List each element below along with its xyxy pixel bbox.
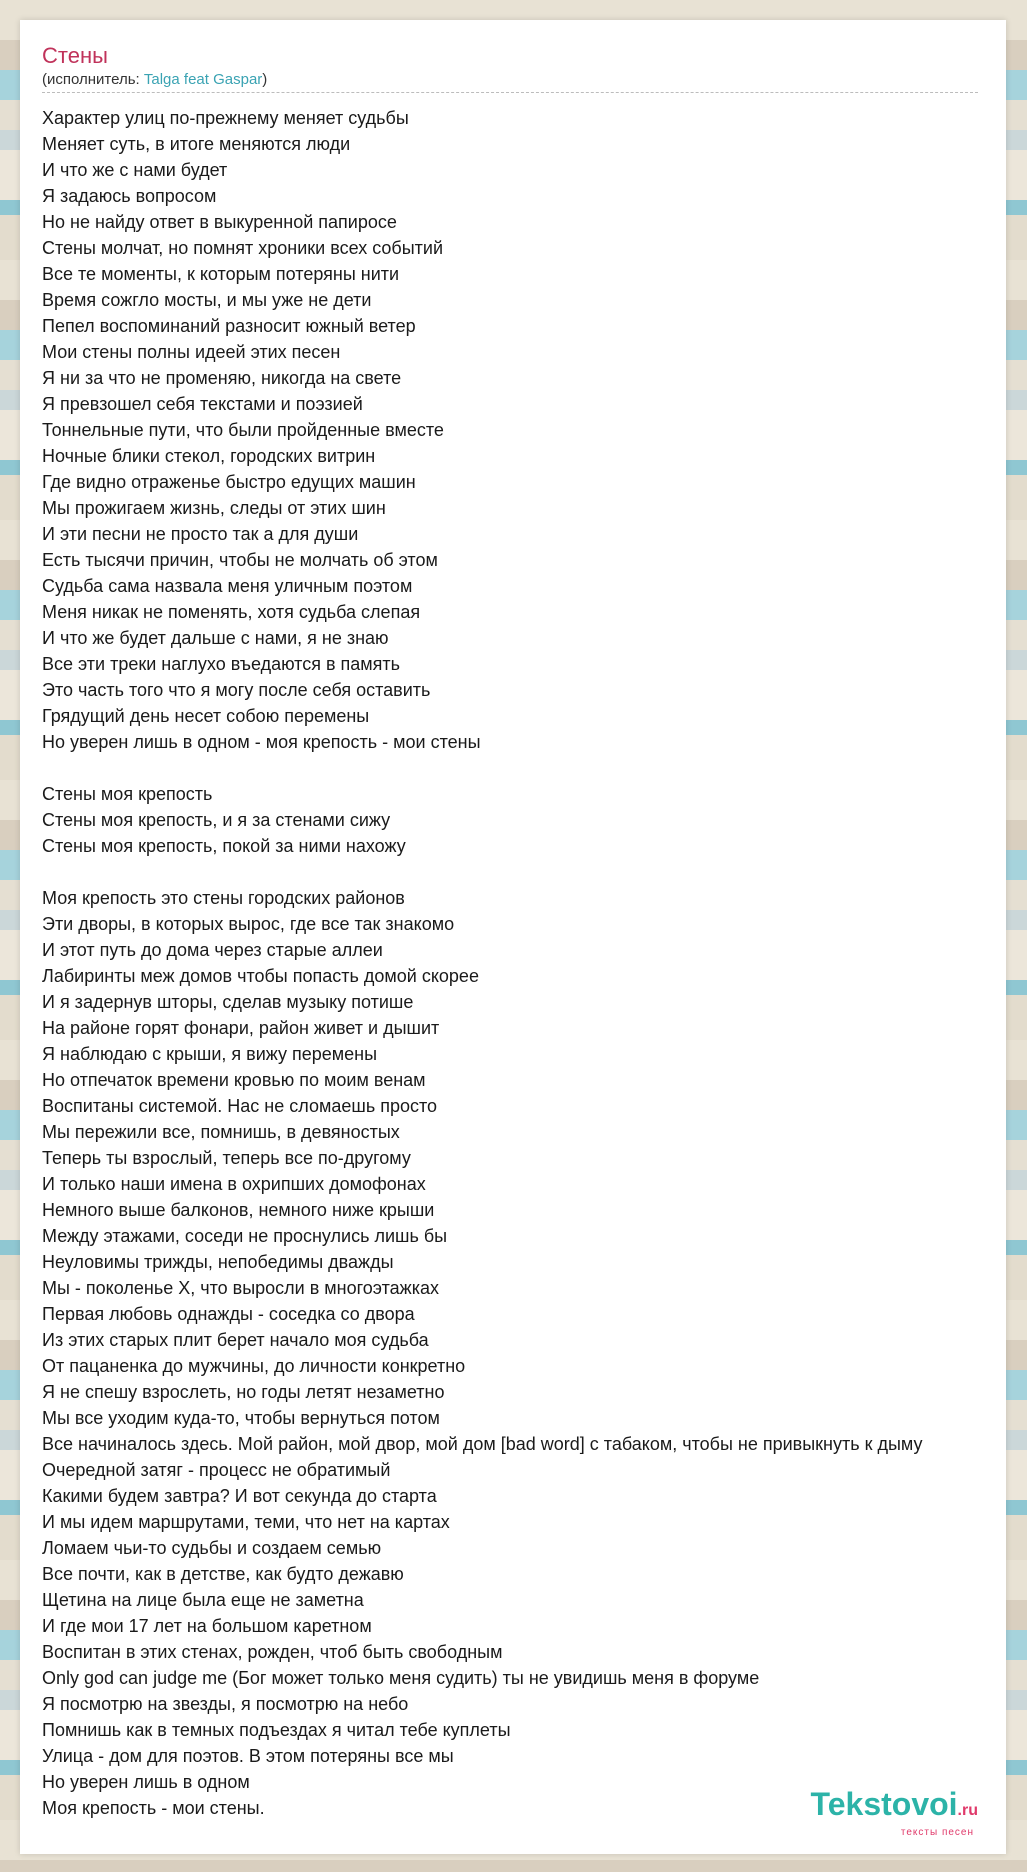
lyric-line: Стены молчат, но помнят хроники всех событий [42,238,444,258]
lyric-line: Все эти треки наглухо въедаются в память [42,654,401,674]
lyric-line: Стены моя крепость, и я за стенами сижу [42,810,391,830]
lyric-line: Все те моменты, к которым потеряны нити [42,264,400,284]
lyric-line: Меняет суть, в итоге меняются люди [42,134,351,154]
lyric-line: Какими будем завтра? И вот секунда до старта [42,1486,437,1506]
lyric-line: Все начиналось здесь. Мой район, мой двор, мой дом [bad word] с табаком, чтобы не привыкнуть к дыму [42,1434,923,1454]
lyric-line: Время сожгло мосты, и мы уже не дети [42,290,372,310]
lyric-line: Моя крепость это стены городских районов [42,888,405,908]
lyric-line: Судьба сама назвала меня уличным поэтом [42,576,413,596]
lyric-line: Ломаем чьи-то судьбы и создаем семью [42,1538,382,1558]
lyric-line: Немного выше балконов, немного ниже крыши [42,1200,435,1220]
lyric-line: И я задернув шторы, сделав музыку потише [42,992,414,1012]
lyric-line: Очередной затяг - процесс не обратимый [42,1460,391,1480]
lyric-line: Но отпечаток времени кровью по моим венам [42,1070,426,1090]
lyric-line: Я задаюсь вопросом [42,186,217,206]
lyrics-text [42,105,984,1821]
lyric-line: Стены моя крепость, покой за ними нахожу [42,836,406,856]
logo-name: Tekstovoi [810,1786,958,1822]
lyric-line: Лабиринты меж домов чтобы попасть домой скорее [42,966,479,986]
lyric-line: Щетина на лице была еще не заметна [42,1590,364,1610]
lyric-line: Теперь ты взрослый, теперь все по-другому [42,1148,411,1168]
lyric-line: И где мои 17 лет на большом каретном [42,1616,372,1636]
song-title: Стены [42,43,108,68]
lyric-line: Мы пережили все, помнишь, в девяностых [42,1122,400,1142]
lyric-line: Это часть того что я могу после себя оставить [42,680,431,700]
lyric-line: Характер улиц по-прежнему меняет судьбы [42,108,409,128]
lyric-line: Из этих старых плит берет начало моя судьба [42,1330,429,1350]
lyrics-page [20,20,1006,1854]
lyric-line: Мы все уходим куда-то, чтобы вернуться потом [42,1408,440,1428]
lyric-line: Воспитаны системой. Нас не сломаешь просто [42,1096,438,1116]
artist-link[interactable]: Talga feat Gaspar [143,71,263,88]
lyric-line: Мои стены полны идеей этих песен [42,342,341,362]
lyric-line: Грядущий день несет собою перемены [42,706,370,726]
lyric-line: Все почти, как в детстве, как будто дежавю [42,1564,404,1584]
stanza-gap [42,859,984,885]
lyric-line: И что же будет дальше с нами, я не знаю [42,628,389,648]
lyric-line: Я посмотрю на звезды, я посмотрю на небо [42,1694,409,1714]
lyric-line: От пацаненка до мужчины, до личности конкретно [42,1356,466,1376]
lyric-line: Улица - дом для поэтов. В этом потеряны все мы [42,1746,454,1766]
lyric-line: Воспитан в этих стенах, рожден, чтоб быть свободным [42,1642,503,1662]
lyric-line: Мы - поколенье Х, что выросли в многоэтажках [42,1278,439,1298]
lyric-line: Я не спешу взрослеть, но годы летят незаметно [42,1382,445,1402]
lyric-line: На районе горят фонари, район живет и дышит [42,1018,440,1038]
lyric-line: Неуловимы трижды, непобедимы дважды [42,1252,394,1272]
lyric-line: Пепел воспоминаний разносит южный ветер [42,316,416,336]
lyric-line: Между этажами, соседи не проснулись лишь бы [42,1226,448,1246]
lyric-line: Меня никак не поменять, хотя судьба слепая [42,602,421,622]
stanza-gap [42,755,984,781]
lyric-line: Only god can judge me (Бог может только меня судить) ты не увидишь меня в форуме [42,1668,760,1688]
lyric-line: И мы идем маршрутами, теми, что нет на картах [42,1512,450,1532]
lyric-line: Мы прожигаем жизнь, следы от этих шин [42,498,386,518]
lyric-line: Я превзошел себя текстами и поэзией [42,394,363,414]
lyric-line: Помнишь как в темных подъездах я читал тебе куплеты [42,1720,511,1740]
logo-tagline: тексты песен [900,1827,974,1838]
lyric-line: Я наблюдаю с крыши, я вижу перемены [42,1044,378,1064]
lyric-line: Есть тысячи причин, чтобы не молчать об этом [42,550,438,570]
site-logo[interactable] [811,1787,978,1838]
lyric-line: Но не найду ответ в выкуренной папиросе [42,212,397,232]
lyric-line: И что же с нами будет [42,160,228,180]
lyric-line: Первая любовь однажды - соседка со двора [42,1304,415,1324]
lyric-line: И этот путь до дома через старые аллеи [42,940,383,960]
artist-line [42,70,978,93]
lyric-line: Где видно отраженье быстро едущих машин [42,472,416,492]
lyric-line: Эти дворы, в которых вырос, где все так знакомо [42,914,455,934]
lyric-line: Моя крепость - мои стены. [42,1798,265,1818]
lyric-line: Я ни за что не променяю, никогда на свете [42,368,402,388]
lyric-line: Но уверен лишь в одном [42,1772,250,1792]
lyric-line: Но уверен лишь в одном - моя крепость - мои стены [42,732,481,752]
logo-domain: .ru [957,1802,978,1819]
lyric-line: Ночные блики стекол, городских витрин [42,446,376,466]
artist-prefix: (исполнитель: [42,71,144,88]
lyric-line: Тоннельные пути, что были пройденные вместе [42,420,444,440]
artist-suffix: ) [262,71,268,88]
lyric-line: И эти песни не просто так а для души [42,524,359,544]
lyric-line: Стены моя крепость [42,784,213,804]
lyric-line: И только наши имена в охрипших домофонах [42,1174,426,1194]
